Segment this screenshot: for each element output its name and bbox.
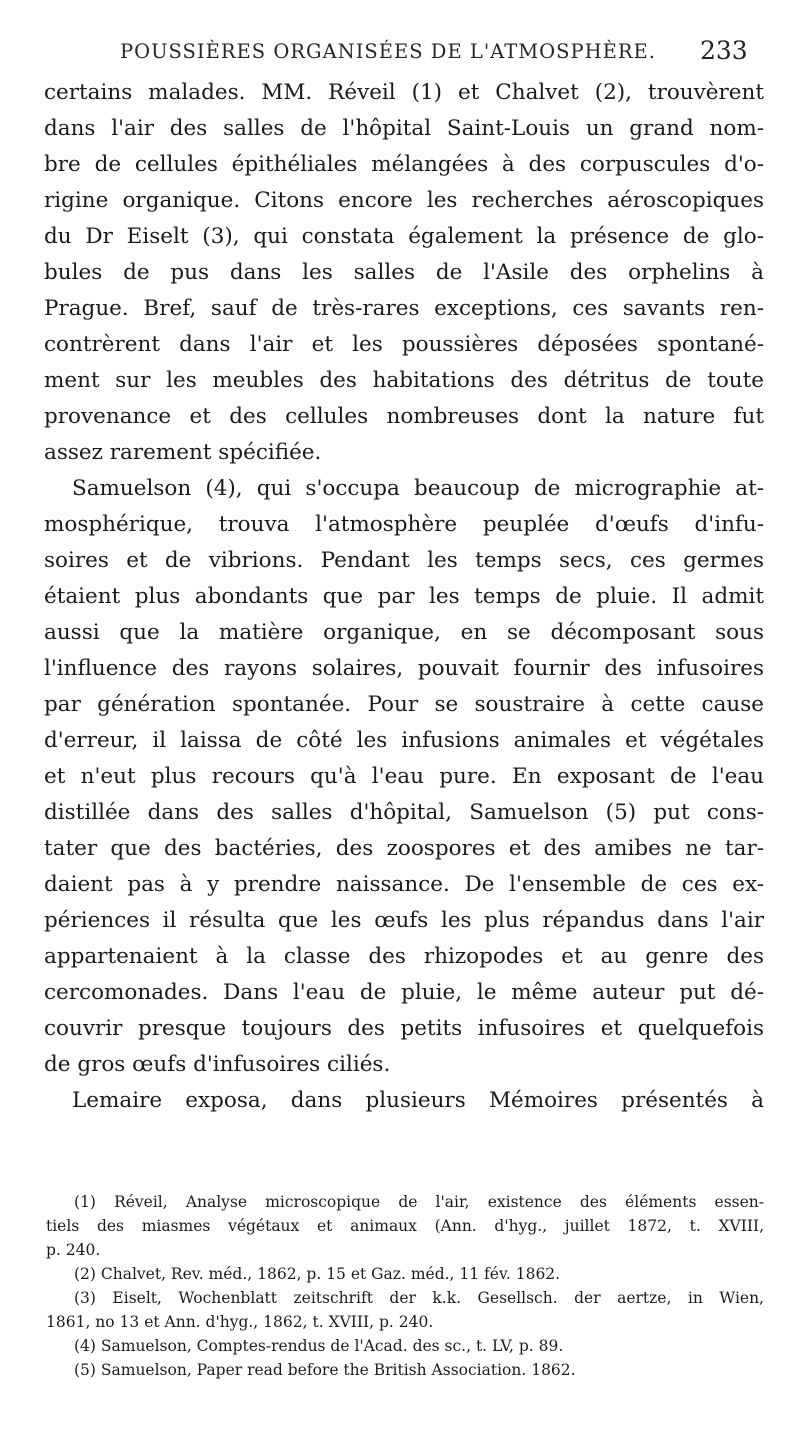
footnotes	[46, 1190, 764, 1382]
paragraph-start-line: Lemaire exposa, dans plusieurs Mémoires présentés à	[72, 1088, 764, 1113]
text-line: provenance et des cellules nombreuses dont la nature fut	[44, 404, 764, 429]
text-line: appartenaient à la classe des rhizopodes et au genre des	[44, 944, 764, 969]
running-title: POUSSIÈRES ORGANISÉES DE L'ATMOSPHÈRE.	[120, 40, 656, 63]
text-line: distillée dans des salles d'hôpital, Samuelson (5) put cons-	[44, 800, 764, 825]
text-line: daient pas à y prendre naissance. De l'ensemble de ces ex-	[44, 872, 764, 897]
text-line: certains malades. MM. Réveil (1) et Chalvet (2), trouvèrent	[44, 80, 764, 105]
text-line: mosphérique, trouva l'atmosphère peuplée d'œufs d'infu-	[44, 512, 764, 537]
text-line: l'influence des rayons solaires, pouvait fournir des infusoires	[44, 656, 764, 681]
footnote-3-line: 1861, no 13 et Ann. d'hyg., 1862, t. XVIII, p. 240.	[46, 1313, 434, 1331]
text-line: du Dr Eiselt (3), qui constata également la présence de glo-	[44, 224, 764, 249]
footnote-1-line: tiels des miasmes végétaux et animaux (Ann. d'hyg., juillet 1872, t. XVIII,	[46, 1217, 764, 1235]
text-line: tater que des bactéries, des zoospores et des amibes ne tar-	[44, 836, 764, 861]
text-line: Prague. Bref, sauf de très-rares exceptions, ces savants ren-	[44, 296, 764, 321]
text-line: ment sur les meubles des habitations des détritus de toute	[44, 368, 764, 393]
text-line: rigine organique. Citons encore les recherches aéroscopiques	[44, 188, 764, 213]
text-line: et n'eut plus recours qu'à l'eau pure. En exposant de l'eau	[44, 764, 764, 789]
text-line: bre de cellules épithéliales mélangées à des corpuscules d'o-	[44, 152, 764, 177]
text-line: périences il résulta que les œufs les plus répandus dans l'air	[44, 908, 764, 933]
footnote-5: (5) Samuelson, Paper read before the British Association. 1862.	[74, 1361, 576, 1379]
footnote-2: (2) Chalvet, Rev. méd., 1862, p. 15 et Gaz. méd., 11 fév. 1862.	[74, 1265, 561, 1283]
text-line: soires et de vibrions. Pendant les temps secs, ces germes	[44, 548, 764, 573]
footnote-1-line: (1) Réveil, Analyse microscopique de l'air, existence des éléments essen-	[74, 1193, 764, 1211]
text-line: contrèrent dans l'air et les poussières déposées spontané-	[44, 332, 764, 357]
footnote-4: (4) Samuelson, Comptes-rendus de l'Acad. des sc., t. LV, p. 89.	[74, 1337, 564, 1355]
paragraph-end-line: de gros œufs d'infusoires ciliés.	[44, 1052, 391, 1077]
text-line: d'erreur, il laissa de côté les infusions animales et végétales	[44, 728, 764, 753]
text-line: étaient plus abondants que par les temps de pluie. Il admit	[44, 584, 764, 609]
text-line: bules de pus dans les salles de l'Asile des orphelins à	[44, 260, 764, 285]
text-line: par génération spontanée. Pour se soustraire à cette cause	[44, 692, 764, 717]
text-line: cercomonades. Dans l'eau de pluie, le même auteur put dé-	[44, 980, 764, 1005]
paragraph-end-line: assez rarement spécifiée.	[44, 440, 322, 465]
text-line: couvrir presque toujours des petits infusoires et quelquefois	[44, 1016, 764, 1041]
text-line: dans l'air des salles de l'hôpital Saint-Louis un grand nom-	[44, 116, 764, 141]
footnote-1-line: p. 240.	[46, 1241, 101, 1259]
page-number: 233	[700, 36, 748, 65]
body-text	[44, 75, 764, 1119]
paragraph-start-line: Samuelson (4), qui s'occupa beaucoup de micrographie at-	[72, 476, 764, 501]
footnote-3-line: (3) Eiselt, Wochenblatt zeitschrift der k.k. Gesellsch. der aertze, in Wien,	[74, 1289, 764, 1307]
running-head	[0, 36, 800, 70]
text-line: aussi que la matière organique, en se décomposant sous	[44, 620, 764, 645]
